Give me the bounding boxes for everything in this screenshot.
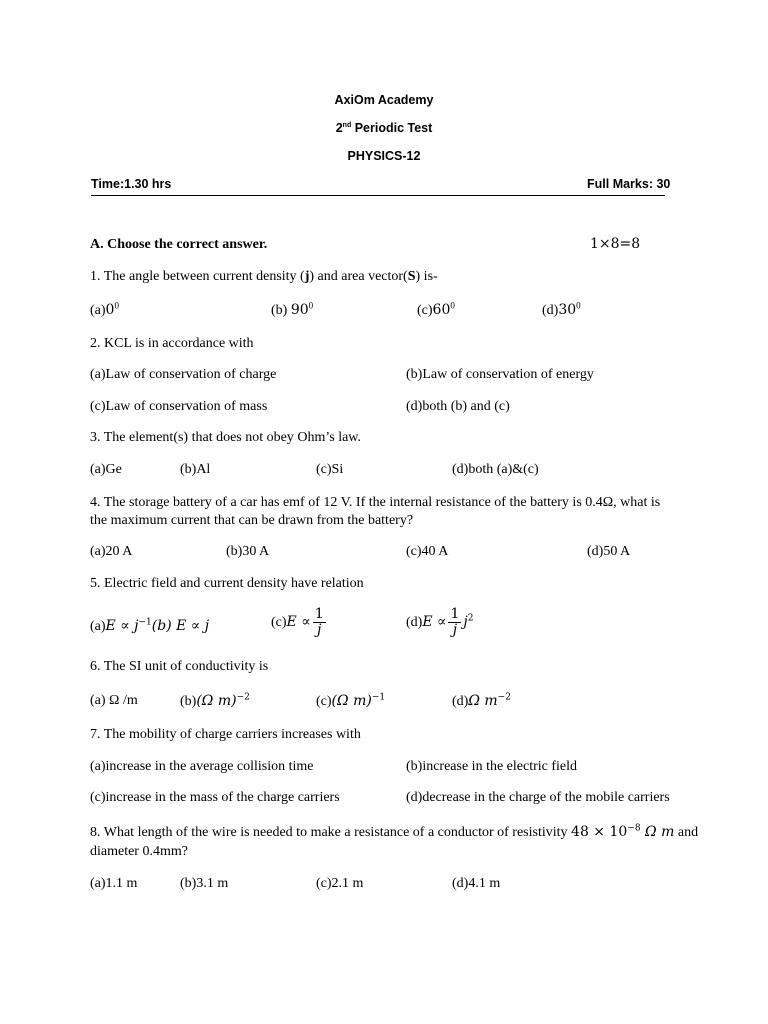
q6-option-b-sup: −2 (236, 692, 250, 703)
q8-expr-sup: −8 (627, 823, 641, 834)
q5-option-a[interactable] (90, 618, 209, 635)
q7-option-d[interactable]: (d)decrease in the charge of the mobile carriers (406, 790, 670, 805)
q1-option-b-sup: 0 (308, 300, 314, 311)
question-8 (90, 824, 698, 841)
q3-option-c[interactable]: (c)Si (316, 462, 344, 477)
header-divider (91, 195, 665, 196)
q1-option-c[interactable] (417, 302, 455, 319)
q5-option-d-tail: j (463, 614, 468, 631)
q1-option-c-sup: 0 (450, 300, 455, 311)
q6-option-d[interactable] (452, 693, 511, 710)
question-1 (90, 269, 438, 285)
q6-option-c[interactable] (316, 693, 385, 710)
q7-option-a[interactable]: (a)increase in the average collision time (90, 759, 314, 774)
q1-option-a-label: (a) (90, 303, 106, 318)
subject-title: PHYSICS-12 (347, 149, 421, 163)
q6-option-c-label: (c) (316, 694, 332, 709)
q5-option-c-expr: E ∝ (286, 614, 311, 631)
q5-option-d-num: 1 (450, 606, 460, 622)
q7-option-c[interactable]: (c)increase in the mass of the charge carriers (90, 790, 340, 805)
q5-option-d[interactable] (406, 607, 473, 639)
q4-option-c[interactable]: (c)40 A (406, 544, 449, 559)
q6-option-d-sup: −2 (497, 692, 511, 703)
q6-option-a[interactable]: (a) Ω /m (90, 693, 138, 708)
q6-option-d-expr: Ω m (468, 693, 498, 709)
q1-option-d-label: (d) (542, 303, 559, 318)
q1-option-d-value: 30 (558, 302, 577, 318)
q8-text-a: 8. What length of the wire is needed to make a resistance of a conductor of resistivity (90, 825, 572, 840)
q1-option-b-label: (b) (271, 303, 291, 318)
q7-option-b[interactable]: (b)increase in the electric field (406, 759, 578, 774)
q1-text-s: S (407, 269, 416, 284)
q1-option-d-sup: 0 (576, 300, 581, 311)
question-8-line-2: diameter 0.4mm? (90, 844, 188, 859)
q1-option-b-value: 90 (290, 302, 309, 318)
q8-expr: 48 × 10 (571, 824, 628, 840)
q3-option-b[interactable]: (b)Al (180, 462, 211, 477)
q2-option-d[interactable]: (d)both (b) and (c) (406, 399, 510, 414)
q5-option-c-den: j (316, 622, 322, 639)
q5-option-a-label: (a) (90, 619, 106, 634)
q1-option-b[interactable] (271, 302, 313, 319)
q8-option-d[interactable]: (d)4.1 m (452, 876, 501, 891)
q5-option-c-num: 1 (314, 606, 324, 622)
q5-option-d-sup: 2 (467, 613, 474, 624)
q1-text-c: ) is- (415, 269, 438, 284)
q8-option-a[interactable]: (a)1.1 m (90, 876, 138, 891)
full-marks-label: Full Marks: 30 (587, 177, 671, 191)
q2-option-a[interactable]: (a)Law of conservation of charge (90, 367, 277, 382)
q1-option-a[interactable] (90, 302, 119, 319)
q2-option-b[interactable]: (b)Law of conservation of energy (406, 367, 594, 382)
q5-option-d-fraction (448, 607, 461, 639)
q6-option-b-label: (b) (180, 694, 197, 709)
q5-option-d-expr: E ∝ (422, 614, 447, 631)
q5-option-b-label: (b) (151, 618, 172, 634)
test-label: Periodic Test (351, 121, 433, 135)
q6-option-b[interactable] (180, 693, 250, 710)
q1-text-a: 1. The angle between current density ( (90, 269, 305, 284)
q5-option-d-den: j (452, 622, 458, 639)
q6-option-b-expr: (Ω m) (196, 693, 237, 709)
q6-option-c-expr: (Ω m) (331, 693, 372, 709)
q4-option-d[interactable]: (d)50 A (587, 544, 631, 559)
q6-option-c-sup: −1 (371, 692, 386, 703)
test-title (0, 121, 768, 135)
test-suffix: nd (342, 121, 352, 129)
q5-option-b-expr: E ∝ j (171, 618, 210, 634)
school-name: AxiOm Academy (334, 93, 434, 107)
q5-option-c-fraction (313, 607, 326, 639)
q1-option-d[interactable] (542, 302, 581, 319)
q8-text-b: and (674, 825, 699, 840)
q1-option-c-label: (c) (417, 303, 433, 318)
q5-option-c-label: (c) (271, 615, 287, 631)
question-2: 2. KCL is in accordance with (90, 336, 254, 351)
test-number: 2 (335, 121, 343, 135)
q5-option-a-expr: E ∝ j (105, 618, 139, 634)
q3-option-d[interactable]: (d)both (a)&(c) (452, 462, 539, 477)
q5-option-a-sup: −1 (138, 617, 152, 628)
q6-option-d-label: (d) (452, 694, 469, 709)
question-7: 7. The mobility of charge carriers increases with (90, 727, 361, 742)
q8-option-b[interactable]: (b)3.1 m (180, 876, 229, 891)
q5-option-d-label: (d) (406, 615, 423, 631)
q3-option-a[interactable]: (a)Ge (90, 462, 122, 477)
q1-text-j: j (304, 269, 310, 284)
section-marks: 1×8=8 (590, 236, 641, 252)
question-4: 4. The storage battery of a car has emf of 12 V. If the internal resistance of the battery is 0.4Ω, what is the maximum current that can be drawn from the battery? (90, 495, 661, 528)
q1-option-a-value: 0 (105, 302, 115, 318)
section-title: A. Choose the correct answer. (90, 237, 268, 252)
q4-option-b[interactable]: (b)30 A (226, 544, 270, 559)
q4-option-a[interactable]: (a)20 A (90, 544, 133, 559)
q5-option-c[interactable] (271, 607, 328, 639)
q8-option-c[interactable]: (c)2.1 m (316, 876, 364, 891)
q1-option-c-value: 60 (432, 302, 451, 318)
q2-option-c[interactable]: (c)Law of conservation of mass (90, 399, 268, 414)
time-label: Time:1.30 hrs (91, 177, 172, 191)
question-3: 3. The element(s) that does not obey Ohm’s law. (90, 430, 361, 445)
q8-expr-unit: Ω m (640, 824, 675, 840)
q1-text-b: ) and area vector( (309, 269, 408, 284)
question-5: 5. Electric field and current density have relation (90, 576, 364, 591)
q1-option-a-sup: 0 (114, 300, 119, 311)
question-6: 6. The SI unit of conductivity is (90, 659, 269, 674)
